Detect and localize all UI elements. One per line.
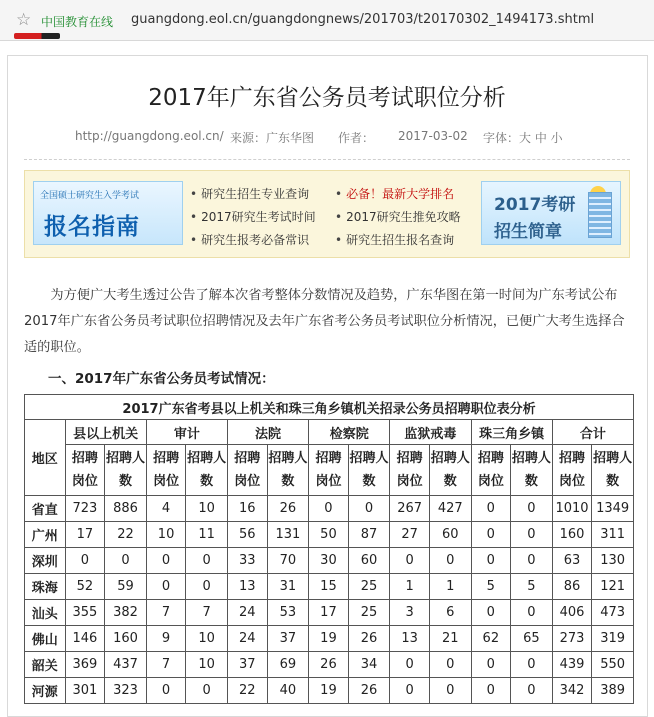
value-cell: 10: [186, 652, 228, 678]
value-cell: 406: [552, 600, 592, 626]
sub-header: 招聘岗位: [552, 445, 592, 496]
value-cell: 355: [65, 600, 105, 626]
table-row: [25, 626, 634, 652]
value-cell: 0: [471, 522, 511, 548]
value-cell: 70: [267, 548, 309, 574]
value-cell: 369: [65, 652, 105, 678]
value-cell: 17: [65, 522, 105, 548]
value-cell: 16: [227, 496, 267, 522]
value-cell: 0: [429, 678, 471, 704]
value-cell: 389: [592, 678, 634, 704]
site-identity[interactable]: 中国教育在线: [41, 15, 114, 29]
area-cell: 省直: [25, 496, 66, 522]
value-cell: 13: [227, 574, 267, 600]
table-row: [25, 678, 634, 704]
area-cell: 广州: [25, 522, 66, 548]
group-header: 检察院: [309, 420, 390, 445]
area-cell: 深圳: [25, 548, 66, 574]
value-cell: 69: [267, 652, 309, 678]
value-cell: 0: [511, 652, 553, 678]
building-icon: [588, 192, 612, 238]
value-cell: 323: [105, 678, 147, 704]
value-cell: 11: [186, 522, 228, 548]
value-cell: 37: [267, 626, 309, 652]
value-cell: 62: [471, 626, 511, 652]
sub-header: 招聘人数: [592, 445, 634, 496]
value-cell: 439: [552, 652, 592, 678]
article-title: 2017年广东省公务员考试职位分析: [148, 85, 506, 111]
value-cell: 0: [186, 574, 228, 600]
group-header: 县以上机关: [65, 420, 146, 445]
ad-line1: 2017考研: [494, 195, 576, 215]
table-row: [25, 548, 634, 574]
table-caption: 2017广东省考县以上机关和珠三角乡镇机关招录公务员招聘职位表分析: [25, 395, 634, 420]
value-cell: 0: [511, 496, 553, 522]
value-cell: 7: [146, 652, 186, 678]
value-cell: 26: [267, 496, 309, 522]
value-cell: 19: [309, 626, 349, 652]
font-size-control[interactable]: 字体：大 中 小: [483, 131, 563, 145]
value-cell: 0: [348, 496, 390, 522]
ad-tagline: 全国硕士研究生入学考试: [40, 191, 140, 201]
value-cell: 63: [552, 548, 592, 574]
value-cell: 86: [552, 574, 592, 600]
value-cell: 15: [309, 574, 349, 600]
value-cell: 0: [65, 548, 105, 574]
value-cell: 723: [65, 496, 105, 522]
bullet-icon: •: [190, 187, 198, 201]
value-cell: 10: [146, 522, 186, 548]
intro-paragraph: 为方便广大考生透过公告了解本次省考整体分数情况及趋势，广东华图在第一时间为广东考试公布2017年广东省公务员考试职位招聘情况及去年广东省考公务员考试职位分析情况，已便广大考生选择合适的职位。: [24, 288, 625, 355]
promo-banner: [24, 170, 630, 258]
value-cell: 59: [105, 574, 147, 600]
area-cell: 珠海: [25, 574, 66, 600]
value-cell: 0: [309, 496, 349, 522]
value-cell: 26: [348, 626, 390, 652]
sub-header: 招聘人数: [429, 445, 471, 496]
value-cell: 0: [511, 522, 553, 548]
value-cell: 0: [146, 678, 186, 704]
value-cell: 24: [227, 626, 267, 652]
value-cell: 27: [390, 522, 430, 548]
value-cell: 40: [267, 678, 309, 704]
sub-header: 招聘人数: [186, 445, 228, 496]
banner-link[interactable]: • 2017研究生考试时间: [190, 210, 316, 224]
value-cell: 7: [186, 600, 228, 626]
value-cell: 13: [390, 626, 430, 652]
table-row: [25, 600, 634, 626]
group-header: 合计: [552, 420, 633, 445]
value-cell: 24: [227, 600, 267, 626]
table-row: [25, 652, 634, 678]
group-header: 珠三角乡镇: [471, 420, 552, 445]
value-cell: 56: [227, 522, 267, 548]
value-cell: 52: [65, 574, 105, 600]
sub-header: 招聘岗位: [390, 445, 430, 496]
area-cell: 佛山: [25, 626, 66, 652]
value-cell: 1: [429, 574, 471, 600]
value-cell: 130: [592, 548, 634, 574]
value-cell: 301: [65, 678, 105, 704]
meta-site-link[interactable]: http://guangdong.eol.cn/: [75, 129, 224, 143]
value-cell: 382: [105, 600, 147, 626]
registration-guide-ad[interactable]: [33, 181, 183, 245]
sub-header: 招聘人数: [348, 445, 390, 496]
value-cell: 273: [552, 626, 592, 652]
url-field[interactable]: guangdong.eol.cn/guangdongnews/201703/t20170302_1494173.shtml: [131, 12, 595, 27]
ad-line2: 招生简章: [494, 222, 562, 242]
banner-link[interactable]: • 研究生招生专业查询: [190, 187, 310, 201]
bullet-icon: •: [190, 233, 198, 247]
value-cell: 160: [552, 522, 592, 548]
banner-link[interactable]: • 研究生招生报名查询: [335, 233, 455, 247]
meta-date: 2017-03-02: [398, 129, 468, 143]
table-row: [25, 496, 634, 522]
area-cell: 河源: [25, 678, 66, 704]
value-cell: 0: [186, 548, 228, 574]
value-cell: 17: [309, 600, 349, 626]
value-cell: 25: [348, 574, 390, 600]
address-bar: [0, 0, 654, 41]
banner-links-col1: [190, 183, 316, 252]
sub-header: 招聘人数: [267, 445, 309, 496]
value-cell: 0: [186, 678, 228, 704]
value-cell: 5: [511, 574, 553, 600]
value-cell: 25: [348, 600, 390, 626]
value-cell: 6: [429, 600, 471, 626]
value-cell: 0: [146, 548, 186, 574]
value-cell: 311: [592, 522, 634, 548]
value-cell: 30: [309, 548, 349, 574]
sub-header: 招聘岗位: [309, 445, 349, 496]
value-cell: 3: [390, 600, 430, 626]
value-cell: 5: [471, 574, 511, 600]
value-cell: 0: [429, 548, 471, 574]
value-cell: 0: [511, 548, 553, 574]
star-icon[interactable]: ☆: [16, 10, 32, 30]
region-header: 地区: [25, 420, 66, 496]
positions-table: [24, 394, 634, 704]
value-cell: 267: [390, 496, 430, 522]
area-cell: 韶关: [25, 652, 66, 678]
value-cell: 53: [267, 600, 309, 626]
value-cell: 26: [309, 652, 349, 678]
value-cell: 10: [186, 496, 228, 522]
sub-header: 招聘岗位: [471, 445, 511, 496]
value-cell: 60: [348, 548, 390, 574]
value-cell: 50: [309, 522, 349, 548]
value-cell: 0: [105, 548, 147, 574]
value-cell: 550: [592, 652, 634, 678]
area-cell: 汕头: [25, 600, 66, 626]
sub-header: 招聘人数: [105, 445, 147, 496]
sub-header: 招聘岗位: [65, 445, 105, 496]
value-cell: 437: [105, 652, 147, 678]
value-cell: 1349: [592, 496, 634, 522]
value-cell: 427: [429, 496, 471, 522]
value-cell: 0: [511, 678, 553, 704]
group-header: 法院: [227, 420, 308, 445]
divider: [24, 159, 630, 160]
value-cell: 9: [146, 626, 186, 652]
sub-header: 招聘岗位: [146, 445, 186, 496]
value-cell: 0: [471, 678, 511, 704]
value-cell: 886: [105, 496, 147, 522]
value-cell: 26: [348, 678, 390, 704]
value-cell: 121: [592, 574, 634, 600]
value-cell: 0: [390, 652, 430, 678]
value-cell: 0: [390, 548, 430, 574]
ad-title: 报名指南: [44, 214, 140, 240]
value-cell: 0: [471, 600, 511, 626]
value-cell: 0: [429, 652, 471, 678]
sub-header: 招聘人数: [511, 445, 553, 496]
table-row: [25, 574, 634, 600]
value-cell: 146: [65, 626, 105, 652]
bullet-icon: •: [335, 210, 343, 224]
value-cell: 65: [511, 626, 553, 652]
table-row: [25, 522, 634, 548]
value-cell: 22: [105, 522, 147, 548]
value-cell: 7: [146, 600, 186, 626]
value-cell: 34: [348, 652, 390, 678]
group-header: 审计: [146, 420, 227, 445]
value-cell: 4: [146, 496, 186, 522]
banner-links-col2: [335, 183, 461, 252]
value-cell: 22: [227, 678, 267, 704]
value-cell: 21: [429, 626, 471, 652]
value-cell: 0: [146, 574, 186, 600]
section-heading: 一、2017年广东省公务员考试情况：: [48, 371, 275, 387]
value-cell: 473: [592, 600, 634, 626]
banner-link[interactable]: • 2017研究生推免攻略: [335, 210, 461, 224]
value-cell: 60: [429, 522, 471, 548]
value-cell: 131: [267, 522, 309, 548]
value-cell: 0: [471, 652, 511, 678]
admissions-brochure-ad[interactable]: [481, 181, 621, 245]
value-cell: 87: [348, 522, 390, 548]
group-header: 监狱戒毒: [390, 420, 471, 445]
value-cell: 0: [471, 496, 511, 522]
value-cell: 160: [105, 626, 147, 652]
sub-header: 招聘岗位: [227, 445, 267, 496]
site-logo-fragment: [14, 33, 60, 39]
meta-source: 来源：广东华图: [230, 131, 315, 145]
value-cell: 1: [390, 574, 430, 600]
value-cell: 31: [267, 574, 309, 600]
value-cell: 0: [511, 600, 553, 626]
value-cell: 33: [227, 548, 267, 574]
value-cell: 0: [471, 548, 511, 574]
value-cell: 10: [186, 626, 228, 652]
value-cell: 0: [390, 678, 430, 704]
banner-link-hot[interactable]: • 必备！最新大学排名: [335, 187, 455, 201]
value-cell: 37: [227, 652, 267, 678]
bullet-icon: •: [335, 233, 343, 247]
value-cell: 1010: [552, 496, 592, 522]
value-cell: 19: [309, 678, 349, 704]
value-cell: 319: [592, 626, 634, 652]
value-cell: 342: [552, 678, 592, 704]
meta-author: 作者：: [338, 131, 375, 145]
banner-link[interactable]: • 研究生报考必备常识: [190, 233, 310, 247]
bullet-icon: •: [335, 187, 343, 201]
bullet-icon: •: [190, 210, 198, 224]
